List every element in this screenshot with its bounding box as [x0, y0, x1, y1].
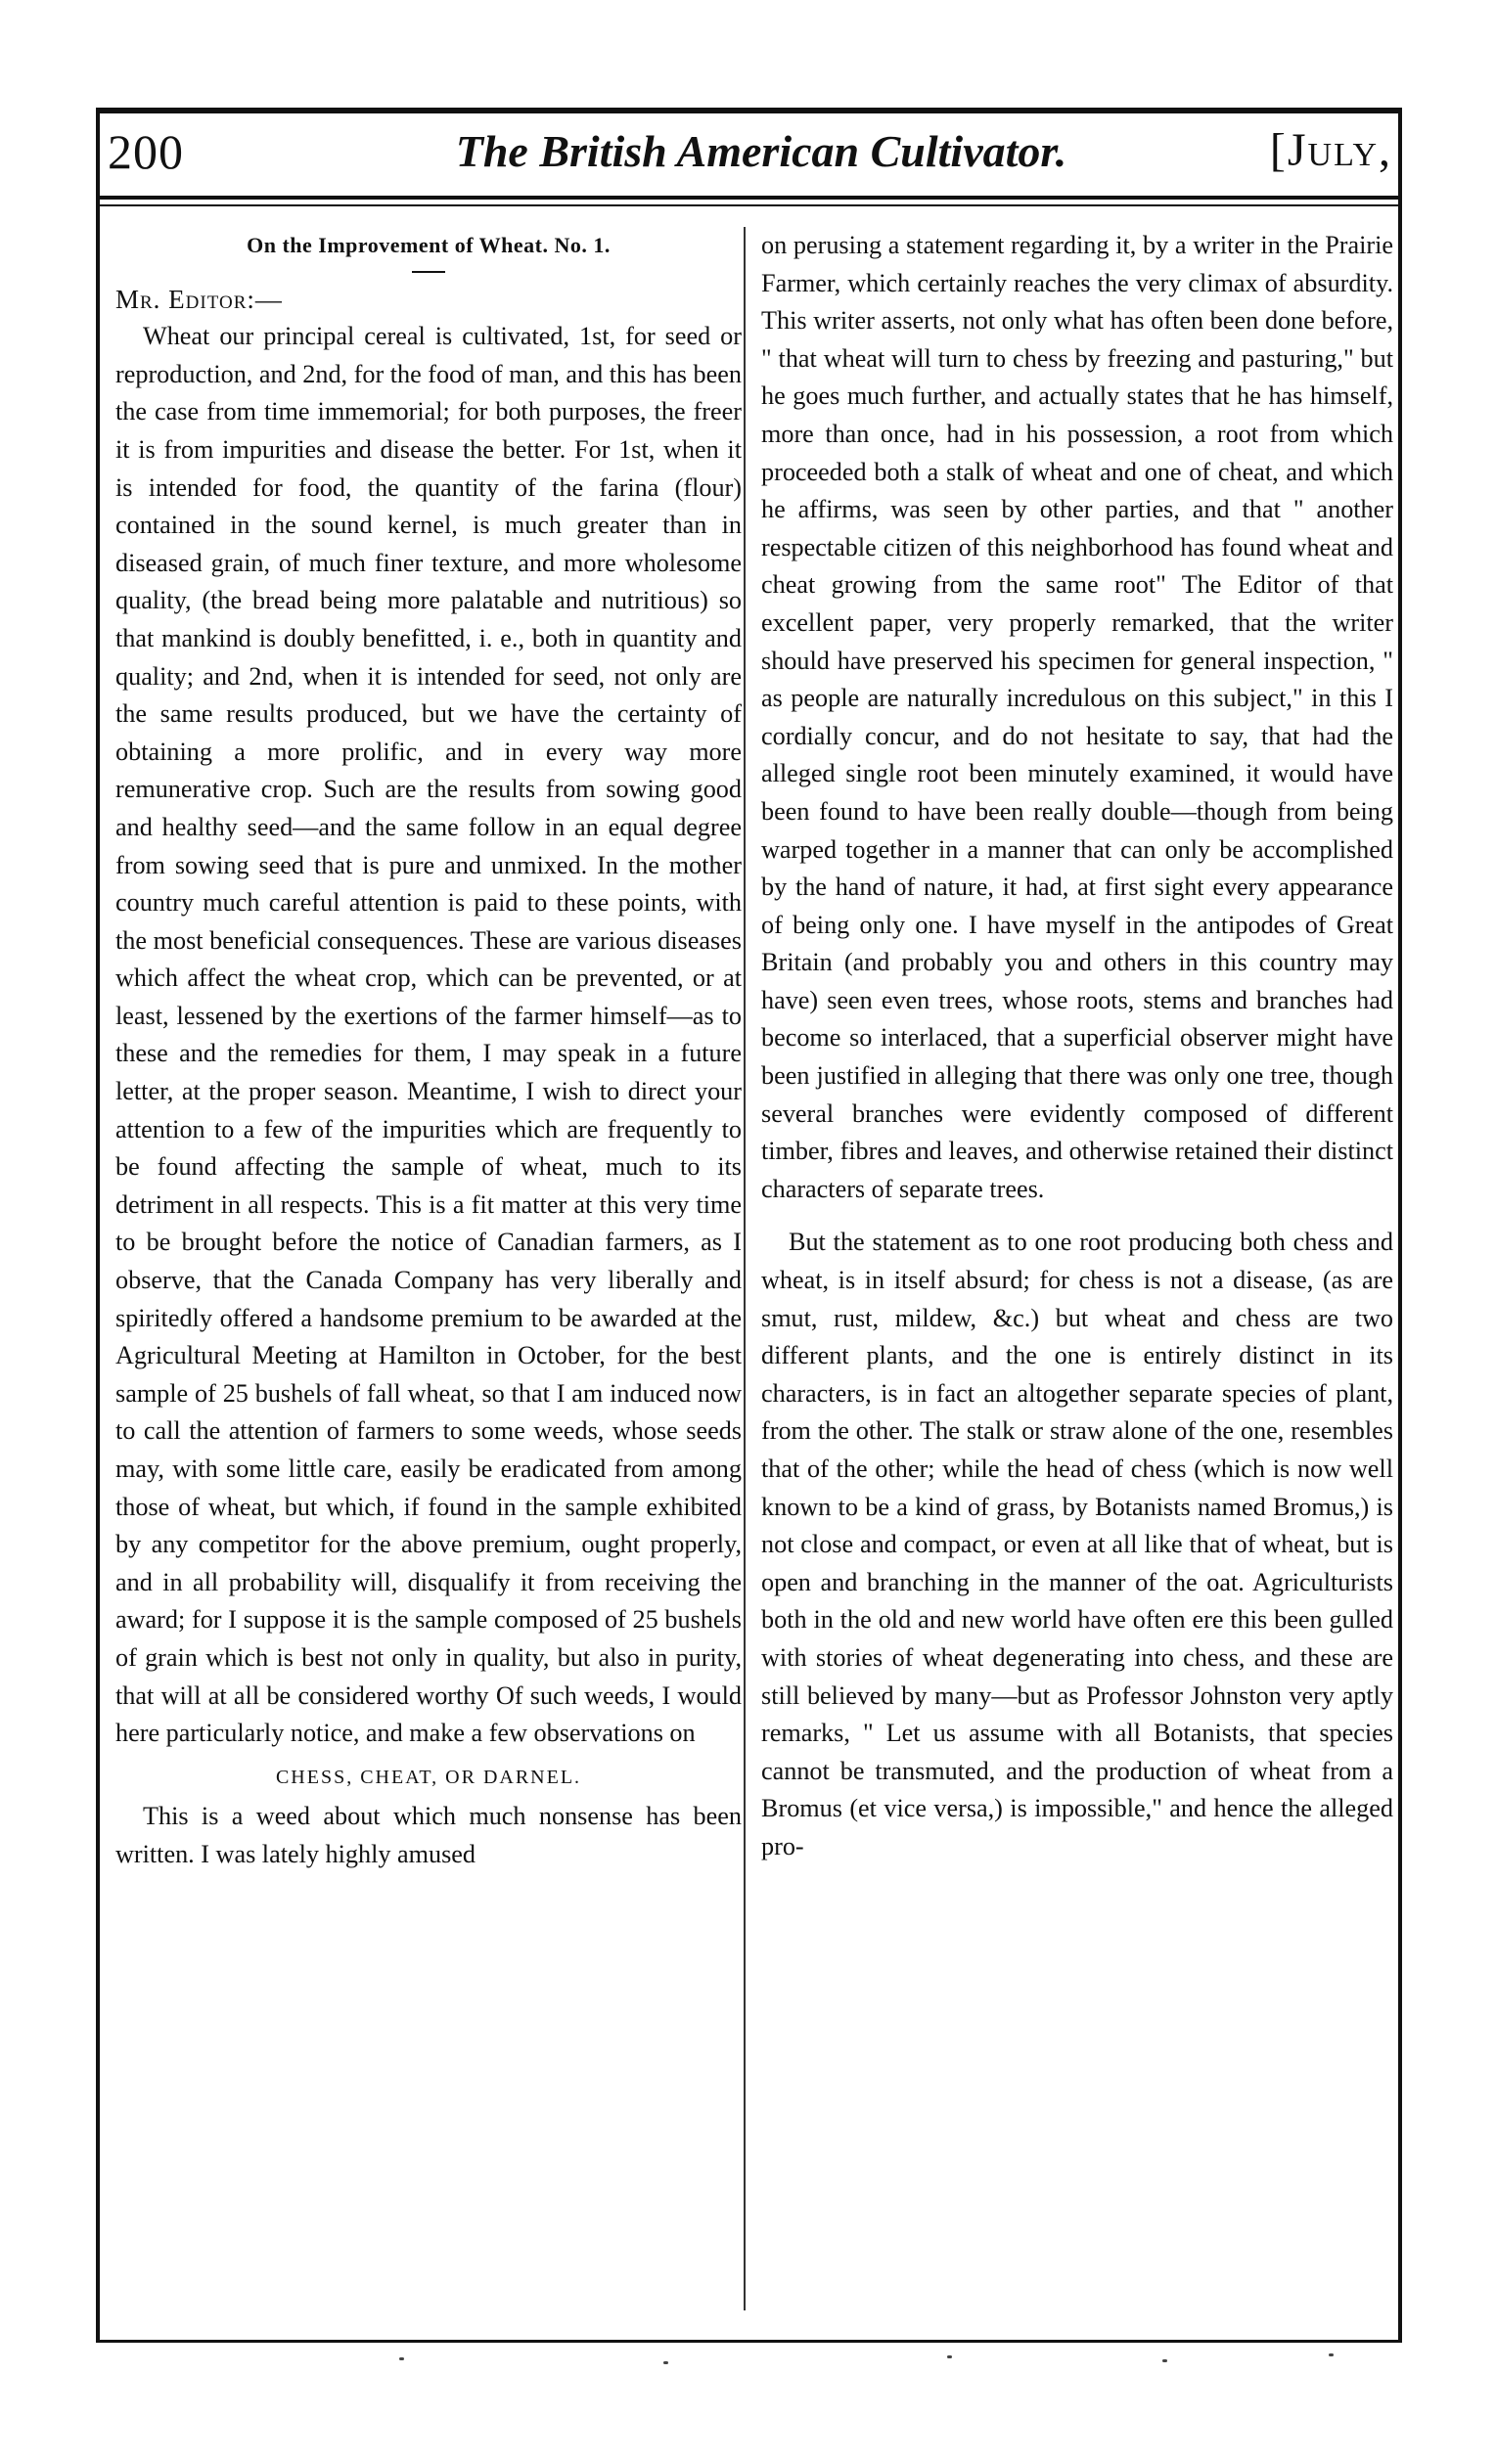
speck	[1162, 2359, 1167, 2362]
right-column	[761, 227, 1393, 1866]
column-divider	[744, 227, 746, 2310]
salutation: Mr. Editor:—	[115, 284, 283, 314]
left-paragraph-1: Wheat our principal cereal is cultivated, 1st, for seed or reproduction, and 2nd, for the food of man, and this has been the case from time immemorial; for both purposes, the freer it is from impurities and disease the better. For 1st, when it is intended for food, the quantity of the farina (flour) contained in the sound kernel, is much greater than in diseased grain, of much finer texture, and more wholesome quality, (the bread being more palatable and nutritious) so that mankind is doubly benefitted, i. e., both in quantity and quality; and 2nd, when it is intended for seed, not only are the same results produced, but we have the certainty of obtaining a more prolific, and in every way more remunerative crop. Such are the results from sowing good and healthy seed—and the same follow in an equal degree from sowing seed that is pure and unmixed. In the mother country much careful attention is paid to these points, with the most beneficial consequences. These are various diseases which affect the wheat crop, which can be prevented, or at least, lessened by the exertions of the farmer himself—as to these and the remedies for them, I may speak in a future letter, at the proper season. Meantime, I wish to direct your attention to a few of the impurities which are frequently to be found affecting the sample of wheat, much to its detriment in all respects. This is a fit matter at this very time to be brought before the notice of Canadian farmers, as I observe, that the Canada Company has very liberally and spiritedly offered a handsome premium to be awarded at the Agricultural Meeting at Hamilton in October, for the best sample of 25 bushels of fall wheat, so that I am induced now to call the attention of farmers to some weeds, whose seeds may, with some little care, easily be eradicated from among those of wheat, but which, if found in the sample exhibited by any competitor for the above premium, ought properly, and in all probability will, disqualify it from receiving the award; for I suppose it is the sample composed of 25 bushels of grain which is best not only in quality, but also in purity, that will at all be considered worthy Of such weeds, I would here particularly notice, and make a few observations on	[115, 322, 742, 1748]
speck	[947, 2355, 952, 2358]
paragraph-gap	[761, 1208, 1393, 1224]
issue-month: [July,	[1269, 124, 1392, 176]
journal-title: The British American Cultivator.	[455, 126, 1067, 176]
section-heading: CHESS, CHEAT, OR DARNEL.	[275, 1766, 582, 1788]
speck	[663, 2361, 668, 2364]
right-paragraph-1: on perusing a statement regarding it, by a writer in the Prairie Farmer, which certainly reaches the very climax of absurdity. This writer asserts, not only what has often been done before, " that wheat will turn to chess by freezing and pasturing," but he goes much further, and actually states that he has himself, more than once, had in his possession, a root from which proceeded both a stalk of wheat and one of cheat, and which he affirms, was seen by other parties, and that " another respectable citizen of this neighborhood has found wheat and cheat growing from the same root" The Editor of that excellent paper, very properly remarked, that the writer should have preserved his specimen for general inspection, " as people are naturally incredulous on this subject," in this I cordially concur, and do not hesitate to say, that had the alleged single root been minutely examined, it would have been found to have been really double—though from being warped together in a manner that can only be accomplished by the hand of nature, it had, at first sight every appearance of being only one. I have myself in the antipodes of Great Britain (and probably you and others in this country may have) seen even trees, whose roots, stems and branches had become so interlaced, that a superficial observer might have been justified in alleging that there was only one tree, though several branches were evidently composed of different timber, fibres and leaves, and otherwise retained their distinct characters of separate trees.	[761, 231, 1393, 1203]
header-rule-thick	[96, 196, 1402, 200]
page-header	[96, 119, 1402, 196]
speck	[1329, 2353, 1334, 2356]
header-rule-thin	[96, 204, 1402, 206]
left-column	[115, 227, 742, 1874]
right-paragraph-2: But the statement as to one root producing both chess and wheat, is in itself absurd; for chess is not a disease, (as are smut, rust, mildew, &c.) but wheat and chess are two different plants, and the one is entirely distinct in its characters, is in fact an altogether separate species of plant, from the other. The stalk or straw alone of the one, resembles that of the other; while the head of chess (which is now well known to be a kind of grass, by Botanists named Bromus,) is not close and compact, or even at all like that of wheat, but is open and branching in the manner of the oat. Agriculturists both in the old and new world have often ere this been gulled with stories of wheat degenerating into chess, and these are still believed by many—but as Professor Johnston very aptly remarks, " Let us assume with all Botanists, that species cannot be transmuted, and the production of wheat from a Bromus (et vice versa,) is impossible," and hence the alleged pro-	[761, 1228, 1393, 1860]
page-number: 200	[108, 124, 184, 179]
left-paragraph-2: This is a weed about which much nonsense has been written. I was lately highly amused	[115, 1802, 742, 1868]
speck	[399, 2357, 404, 2360]
print-specks	[96, 2348, 1402, 2387]
article-title: On the Improvement of Wheat. No. 1.	[247, 233, 611, 257]
title-dash	[412, 271, 445, 273]
